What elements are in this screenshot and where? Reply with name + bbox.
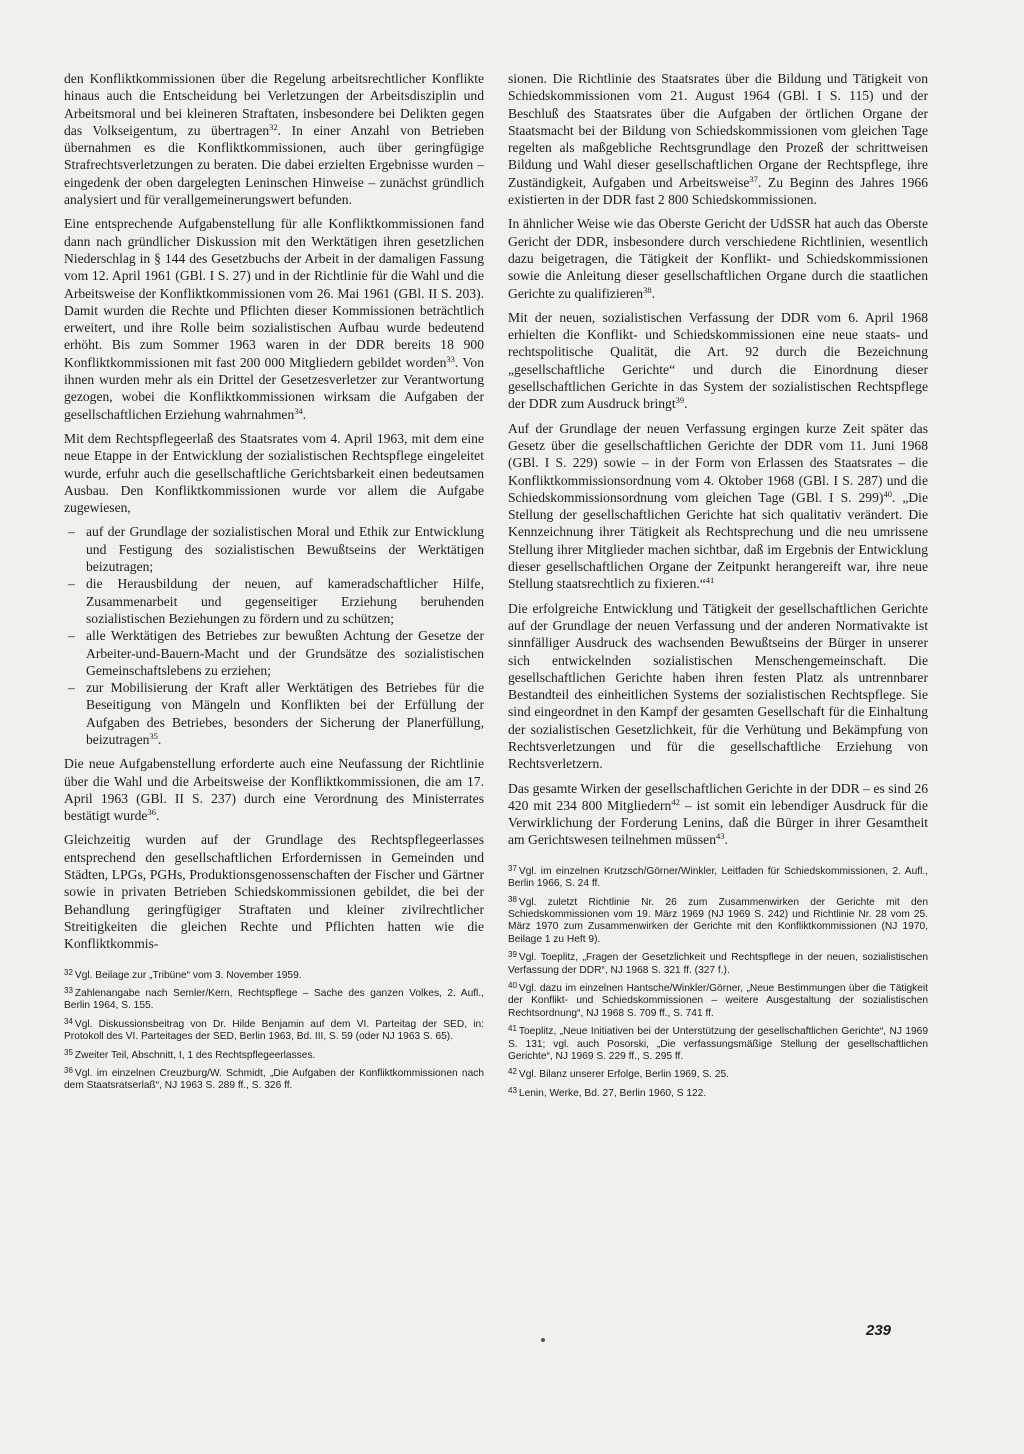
paragraph: Eine entsprechende Aufgabenstellung für alle Konfliktkommissionen fand dann nach gründlicher Diskussion mit den Werktätigen ihren gesetzlichen Niederschlag in § 144 des Gesetzbuchs der Arbeit in der damaligen Fassung vom 12. April 1961 (GBl. I S. 27) und in der Richtlinie für die Wahl und die Arbeitsweise der Konfliktkommissionen vom 26. Mai 1961 (GBl. II S. 203). Damit wurden die Rechte und Pflichten dieser Kommissionen beträchtlich erweitert, und ihre Rolle beim sozialistischen Aufbau wurde bedeutend erhöht. Bis zum Sommer 1963 waren in der DDR bereits 18 900 Konfliktkommissionen mit fast 200 000 Mitgliedern gebildet worden$^{33}$. Von ihnen wurden mehr als ein Drittel der Gesetzesverletzer zur Verantwortung gezogen, wobei die Konfliktkommissionen wirksam die Aufgaben der gesellschaftlichen Erziehung wahrnahmen$^{34}$. <box>64 216 484 422</box>
page-number: 239 <box>866 1322 892 1339</box>
paragraph: Das gesamte Wirken der gesellschaftlichen Gerichte in der DDR – es sind 26 420 mit 234 800 Mitgliedern$^{42}$ – ist somit ein lebendiger Ausdruck für die Verwirklichung der Forderung Lenins, daß die Bürger in ihrer Gesamtheit am Gerichtswesen teilnehmen müssen$^{43}$. <box>508 780 928 848</box>
print-speck <box>541 1338 545 1342</box>
list-item: – zur Mobilisierung der Kraft aller Werktätigen des Betriebes für die Beseitigung von Mängeln und Konflikten bei der Erfüllung der Aufgaben des Betriebes, besonders der Sicherung der Planerfüllung, beizutragen$^{35}$. <box>64 679 484 748</box>
footnote: $^{38}$ Vgl. zuletzt Richtlinie Nr. 26 zum Zusammenwirken der Gerichte mit den Schiedskommissionen vom 19. März 1969 (NJ 1969 S. 242) und Richtlinie Nr. 28 vom 25. März 1970 zum Zusammenwirken der Gerichte mit den Konfliktkommissionen (NJ 1970, Beilage 1 zu Heft 9). <box>508 894 928 945</box>
footnote: $^{39}$ Vgl. Toeplitz, „Fragen der Gesetzlichkeit und Rechtspflege in der neuen, sozialistischen Verfassung der DDR“, NJ 1968 S. 321 ff. (327 f.). <box>508 950 928 976</box>
left-column <box>64 70 484 1096</box>
task-list <box>64 523 484 748</box>
paragraph: Mit der neuen, sozialistischen Verfassung der DDR vom 6. April 1968 erhielten die Konflikt- und Schiedskommissionen eine neue staats- und rechtspolitische Qualität, die Art. 92 durch die Bezeichnung „gesellschaftliche Gerichte“ und durch die Einordnung dieser gesellschaftlichen Gerichte in das System der sozialistischen Rechtspflege der DDR zum Ausdruck bringt$^{39}$. <box>508 309 928 412</box>
paragraph: Auf der Grundlage der neuen Verfassung ergingen kurze Zeit später das Gesetz über die gesellschaftlichen Gerichte der DDR vom 11. Juni 1968 (GBl. I S. 229) sowie – in der Form von Erlassen des Staatsrates – die Konfliktkommissionsordnung vom 4. Oktober 1968 (GBl. I S. 287) und die Schiedskommissionsordnung vom gleichen Tage (GBl. I S. 299)$^{40}$. „Die Stellung der gesellschaftlichen Gerichte hat sich qualitativ verändert. Die Kennzeichnung ihrer Tätigkeit als Rechtsprechung und die neu umrissene Stellung ihrer Mitglieder machen sichtbar, daß im Ergebnis der Entwicklung dieser gesellschaftlichen Organe der Zeitpunkt herangereift war, ihre neue Stellung staatsrechtlich zu fixieren.“$^{41}$ <box>508 420 928 592</box>
list-item: – auf der Grundlage der sozialistischen Moral und Ethik zur Entwicklung und Festigung des sozialistischen Bewußtseins der Werktätigen beizutragen; <box>64 523 484 575</box>
footnote: $^{36}$ Vgl. im einzelnen Creuzburg/W. Schmidt, „Die Aufgaben der Konfliktkommissionen nach dem Staatsratserlaß“, NJ 1963 S. 289 ff., S. 326 ff. <box>64 1065 484 1092</box>
footnote: $^{33}$ Zahlenangabe nach Semler/Kern, Rechtspflege – Sache des ganzen Volkes, 2. Aufl., Berlin 1964, S. 155. <box>64 985 484 1012</box>
paragraph: Gleichzeitig wurden auf der Grundlage des Rechtspflegeerlasses entsprechend den gesellschaftlichen Erfordernissen in Gemeinden und Städten, LPGs, PGHs, Produktionsgenossenschaften der Fischer und Gärtner sowie in privaten Betrieben Schiedskommissionen gebildet, die bei der Behandlung geringfügiger Straftaten und kleiner zivilrechtlicher Streitigkeiten die gleichen Rechte und Pflichten hatten wie die Konfliktkommis- <box>64 832 484 952</box>
footnote: $^{41}$ Toeplitz, „Neue Initiativen bei der Unterstützung der gesellschaftlichen Gerichte“, NJ 1969 S. 131; vgl. auch Posorski, „Die verfassungsmäßige Stellung der gesellschaftlichen Gerichte“, NJ 1969 S. 229 ff., S. 295 ff. <box>508 1024 928 1063</box>
paragraph: Die erfolgreiche Entwicklung und Tätigkeit der gesellschaftlichen Gerichte auf der Grundlage der neuen Verfassung und der anderen Normativakte ist sinnfälliger Ausdruck des wachsenden Bewußtseins der Bürger in unserer sich entwickelnden sozialistischen Menschengemeinschaft. Die gesellschaftlichen Gerichte haben ihren festen Platz als untrennbarer Bestandteil des einheitlichen Systems der sozialistischen Rechtspflege. Sie sind eingeordnet in den Kampf der gesamten Gesellschaft für die Einhaltung der sozialistischen Gesetzlichkeit, für die Verhütung und Bekämpfung von Rechtsverletzungen und für die gesellschaftliche Erziehung von Rechtsverletzern. <box>508 600 928 772</box>
footnote: $^{35}$ Zweiter Teil, Abschnitt, I, 1 des Rechtspflegeerlasses. <box>64 1047 316 1061</box>
paragraph: In ähnlicher Weise wie das Oberste Gericht der UdSSR hat auch das Oberste Gericht der DDR, insbesondere durch verschiedene Richtlinien, wesentlich dazu beigetragen, die Tätigkeit der Konflikt- und Schiedskommissionen sowie die Anleitung dieser gesellschaftlichen Organe durch die staatlichen Gerichte zu qualifizieren$^{38}$. <box>508 216 928 301</box>
paragraph: Mit dem Rechtspflegeerlaß des Staatsrates vom 4. April 1963, mit dem eine neue Etappe in der Entwicklung der sozialistischen Rechtspflege eingeleitet wurde, erfuhr auch die gesellschaftliche Gerichtsbarkeit einen bedeutsamen Ausbau. Den Konfliktkommissionen wurde vor allem die Aufgabe zugewiesen, <box>64 430 484 516</box>
list-item: – alle Werktätigen des Betriebes zur bewußten Achtung der Gesetze der Arbeiter-und-Bauern-Macht und der Grundsätze des sozialistischen Gemeinschaftslebens zu erziehen; <box>64 627 484 679</box>
footnotes-right <box>508 859 928 1101</box>
paragraph: sionen. Die Richtlinie des Staatsrates über die Bildung und Tätigkeit von Schiedskommissionen vom 21. August 1964 (GBl. I S. 115) und der Beschluß des Staatsrates über die Aufgaben der örtlichen Organe der Staatsmacht bei der Bildung von Schiedskommissionen vom gleichen Tage regelten als maßgebliche Rechtsgrundlage den Prozeß der schrittweisen Bildung und Wahl dieser gesellschaftlichen Organe der Rechtspflege, ihre Zuständigkeit, Aufgaben und Arbeitsweise$^{37}$. Zu Beginn des Jahres 1966 existierten in der DDR fast 2 800 Schiedskommissionen. <box>508 71 928 208</box>
paragraph: den Konfliktkommissionen über die Regelung arbeitsrechtlicher Konflikte hinaus auch die Entscheidung bei Verletzungen der Arbeitsdisziplin und Arbeitsmoral und bei kleineren Straftaten, insbesondere bei Delikten gegen das Volkseigentum, zu übertragen$^{32}$. In einer Anzahl von Betrieben übernahmen es die Konfliktkommissionen, auch über geringfügige Strafrechtsverletzungen zu beraten. Die dabei erzielten Ergebnisse wurden – eingedenk der oben dargelegten Leninschen Hinweise – zunächst gründlich analysiert und für verallgemeinerungswert befunden. <box>64 71 484 208</box>
footnote: $^{43}$ Lenin, Werke, Bd. 27, Berlin 1960, S 122. <box>508 1085 707 1099</box>
right-column <box>508 70 928 1103</box>
footnote: $^{42}$ Vgl. Bilanz unserer Erfolge, Berlin 1969, S. 25. <box>508 1067 729 1081</box>
footnote: $^{32}$ Vgl. Beilage zur „Tribüne“ vom 3. November 1959. <box>64 967 302 981</box>
list-item: – die Herausbildung der neuen, auf kameradschaftlicher Hilfe, Zusammenarbeit und gegenseitiger Erziehung beruhenden sozialistischen Beziehungen zu fördern und zu schützen; <box>64 575 484 627</box>
paragraph: Die neue Aufgabenstellung erforderte auch eine Neufassung der Richtlinie über die Wahl und die Arbeitsweise der Konfliktkommissionen, die am 17. April 1963 (GBl. II S. 237) durch eine Verordnung des Ministerrates bestätigt wurde$^{36}$. <box>64 756 484 824</box>
footnote: $^{34}$ Vgl. Diskussionsbeitrag von Dr. Hilde Benjamin auf dem VI. Parteitag der SED, in: Protokoll des VI. Parteitages der SED, Berlin 1963, Bd. III, S. 59 (oder NJ 1963 S. 65). <box>64 1016 484 1043</box>
footnote: $^{40}$ Vgl. dazu im einzelnen Hantsche/Winkler/Görner, „Neue Bestimmungen über die Tätigkeit der Konflikt- und Schiedskommissionen – weitere Ausgestaltung der sozialistischen Rechtsordnung“, NJ 1968 S. 709 ff., S. 741 ff. <box>508 981 928 1019</box>
footnote: $^{37}$ Vgl. im einzelnen Krutzsch/Görner/Winkler, Leitfaden für Schiedskommissionen, 2. Aufl., Berlin 1966, S. 24 ff. <box>508 863 928 890</box>
footnotes-left <box>64 963 484 1093</box>
